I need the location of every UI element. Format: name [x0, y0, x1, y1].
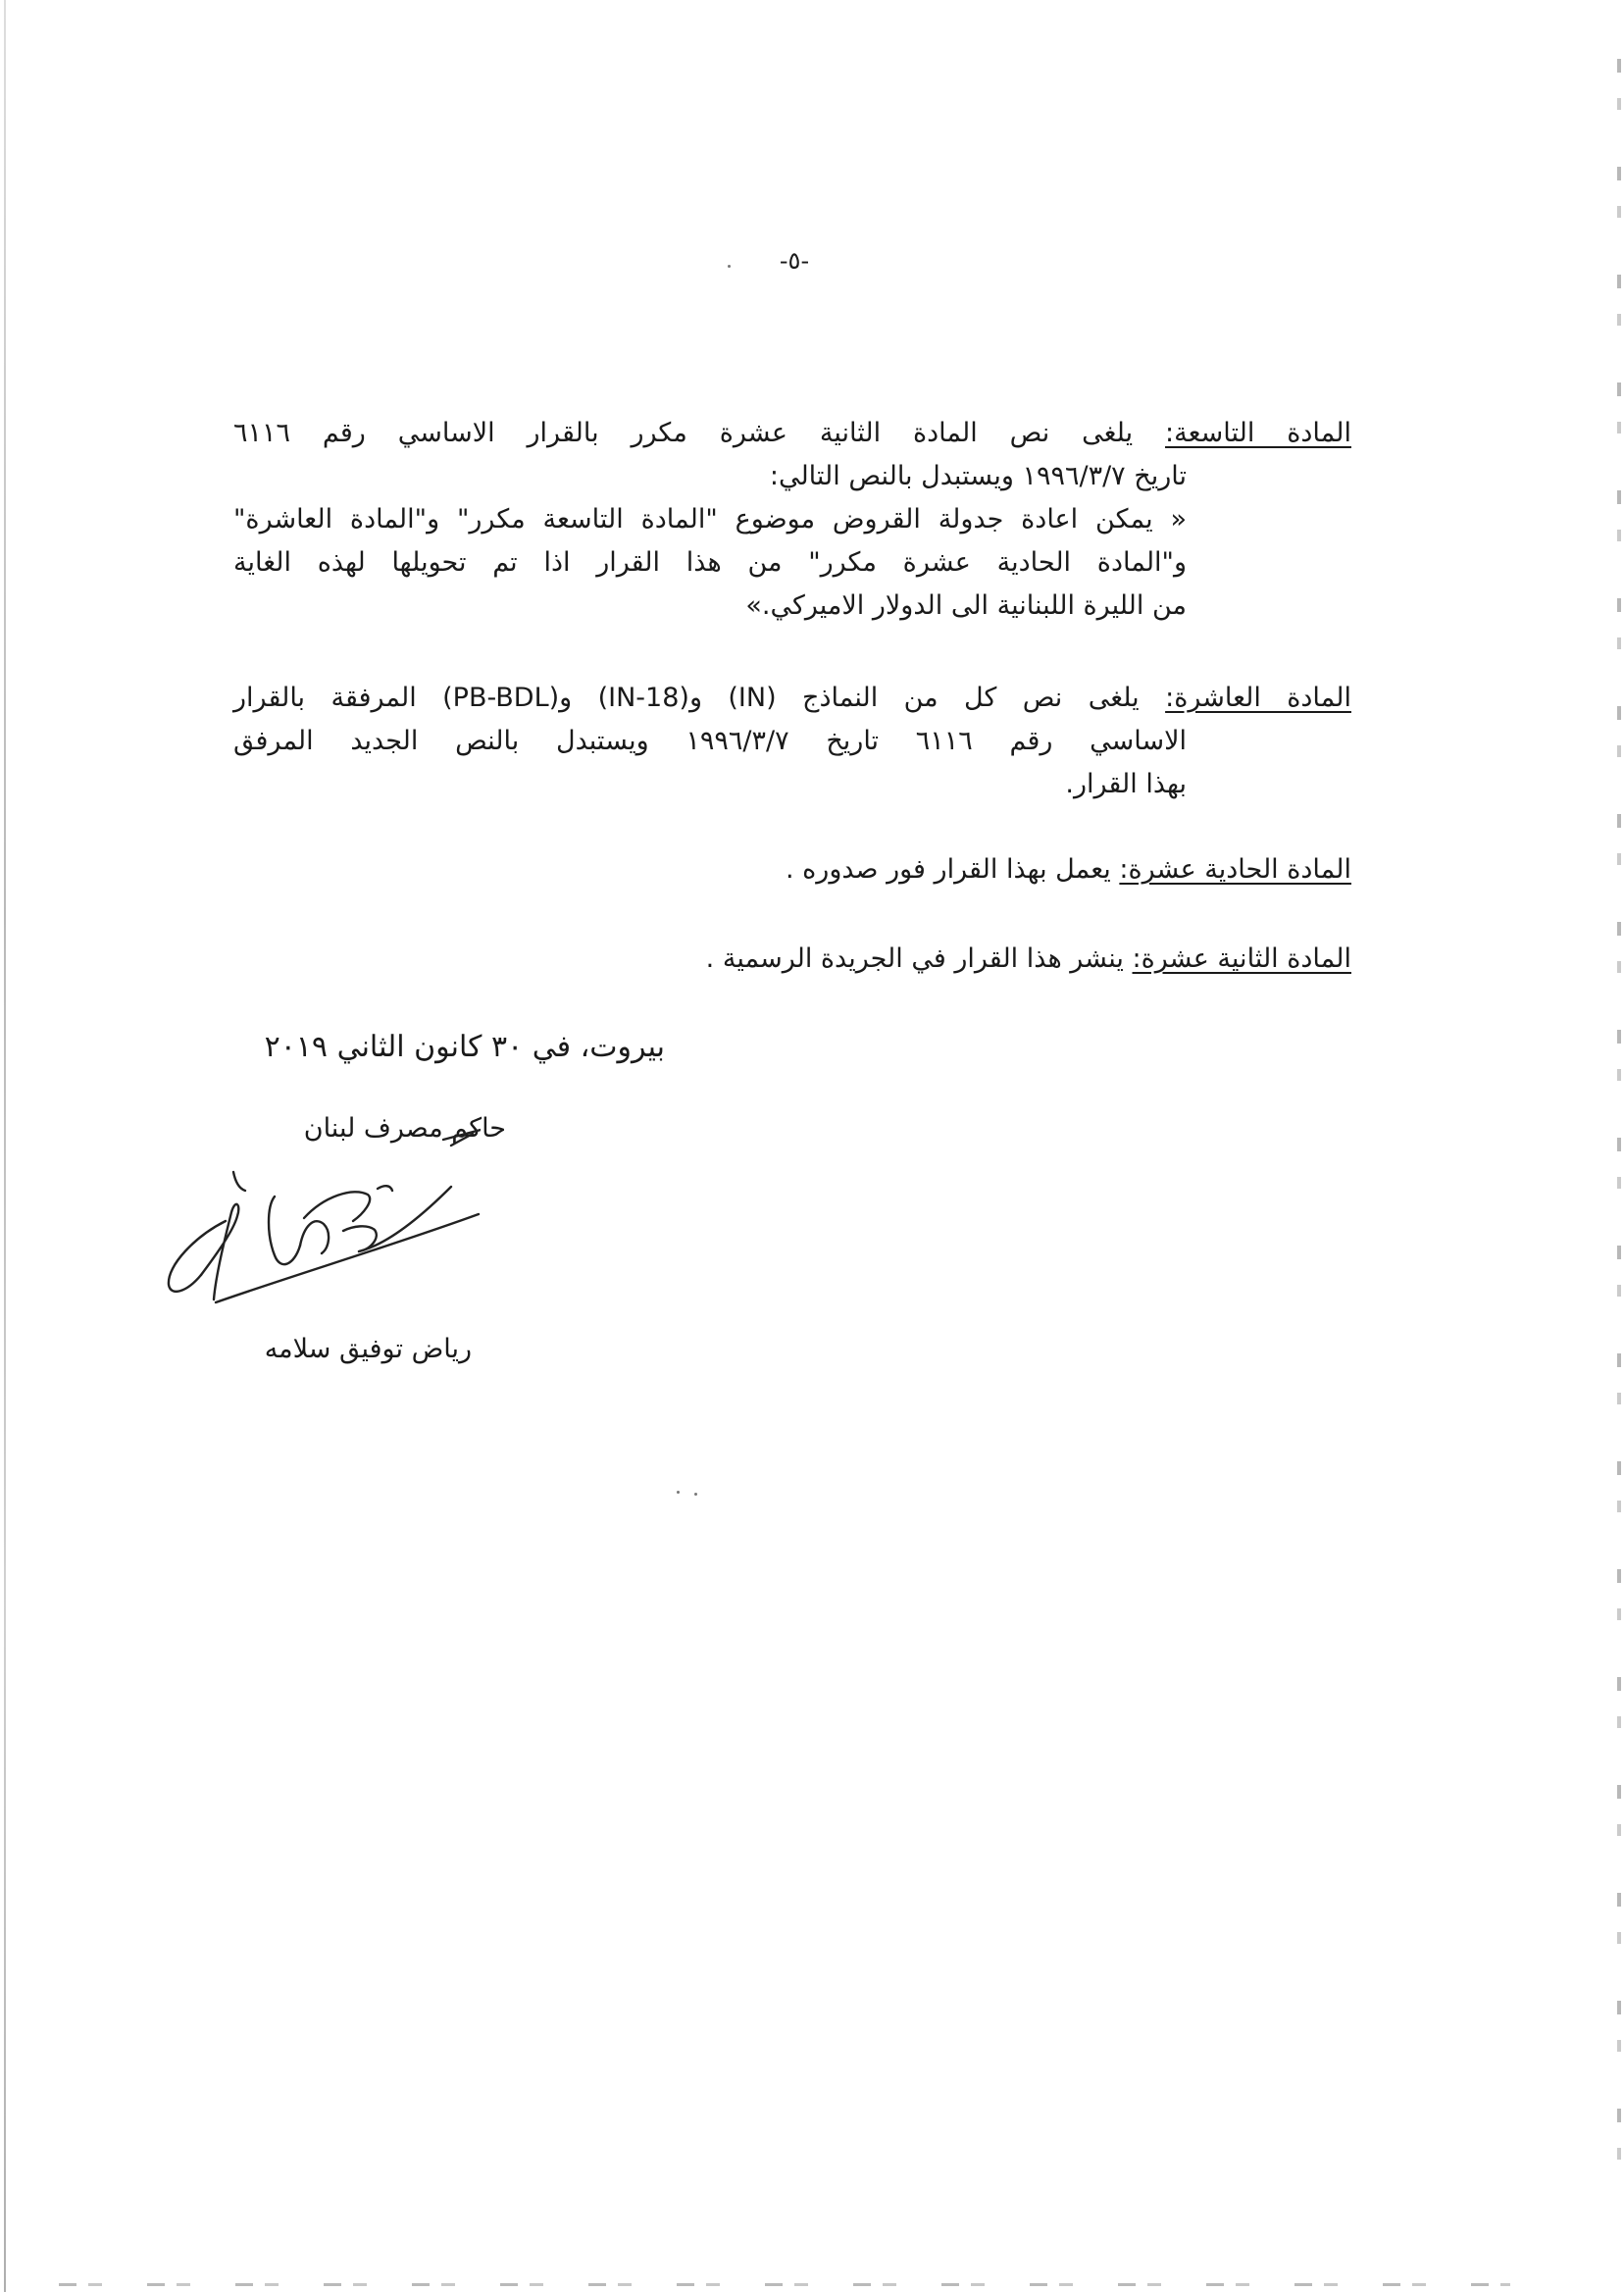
article-twelfth-label: المادة الثانية عشرة:	[1132, 943, 1351, 974]
article-eleventh-label: المادة الحادية عشرة:	[1119, 854, 1351, 885]
article-tenth	[233, 677, 1351, 806]
article-twelfth-line-1: المادة الثانية عشرة: ينشر هذا القرار في الجريدة الرسمية .	[705, 943, 1351, 974]
signer-title: حاكم مصرف لبنان	[303, 1113, 506, 1144]
article-tenth-line-3: بهذا القرار.	[1065, 769, 1187, 799]
article-ninth-line-2: تاريخ ١٩٩٦/٣/٧ ويستبدل بالنص التالي:	[769, 461, 1187, 491]
article-ninth-line-1: المادة التاسعة: يلغى نص المادة الثانية عشرة مكرر بالقرار الاساسي رقم ٦١١٦	[233, 418, 1351, 448]
article-tenth-label: المادة العاشرة:	[1165, 683, 1351, 713]
page-number: -٥-	[779, 247, 810, 275]
scan-speck	[677, 1491, 680, 1494]
scan-edge-bottom	[59, 2283, 1510, 2286]
place-and-date: بيروت، في ٣٠ كانون الثاني ٢٠١٩	[264, 1030, 665, 1064]
article-tenth-line-2: الاساسي رقم ٦١١٦ تاريخ ١٩٩٦/٣/٧ ويستبدل بالنص الجديد المرفق	[233, 726, 1187, 756]
scan-speck	[728, 265, 731, 268]
article-ninth-label: المادة التاسعة:	[1165, 418, 1351, 448]
article-ninth	[233, 412, 1351, 628]
article-eleventh	[233, 848, 1351, 891]
scan-edge-right	[1617, 59, 1621, 2216]
signature-image	[157, 1128, 481, 1314]
article-ninth-line-3: « يمكن اعادة جدولة القروض موضوع "المادة التاسعة مكرر" و"المادة العاشرة"	[233, 504, 1187, 535]
article-twelfth	[233, 938, 1351, 981]
scan-speck	[694, 1493, 697, 1496]
article-eleventh-line-1: المادة الحادية عشرة: يعمل بهذا القرار فور صدوره .	[786, 854, 1351, 885]
article-ninth-line-5: من الليرة اللبنانية الى الدولار الاميركي.»	[745, 590, 1187, 621]
article-tenth-line-1: المادة العاشرة: يلغى نص كل من النماذج (IN) و(IN-18) و(PB-BDL) المرفقة بالقرار	[233, 683, 1351, 713]
scan-edge-left	[4, 0, 6, 2292]
article-ninth-line-4: و"المادة الحادية عشرة مكرر" من هذا القرار اذا تم تحويلها لهذه الغاية	[233, 547, 1187, 578]
signer-name: رياض توفيق سلامه	[264, 1334, 472, 1364]
